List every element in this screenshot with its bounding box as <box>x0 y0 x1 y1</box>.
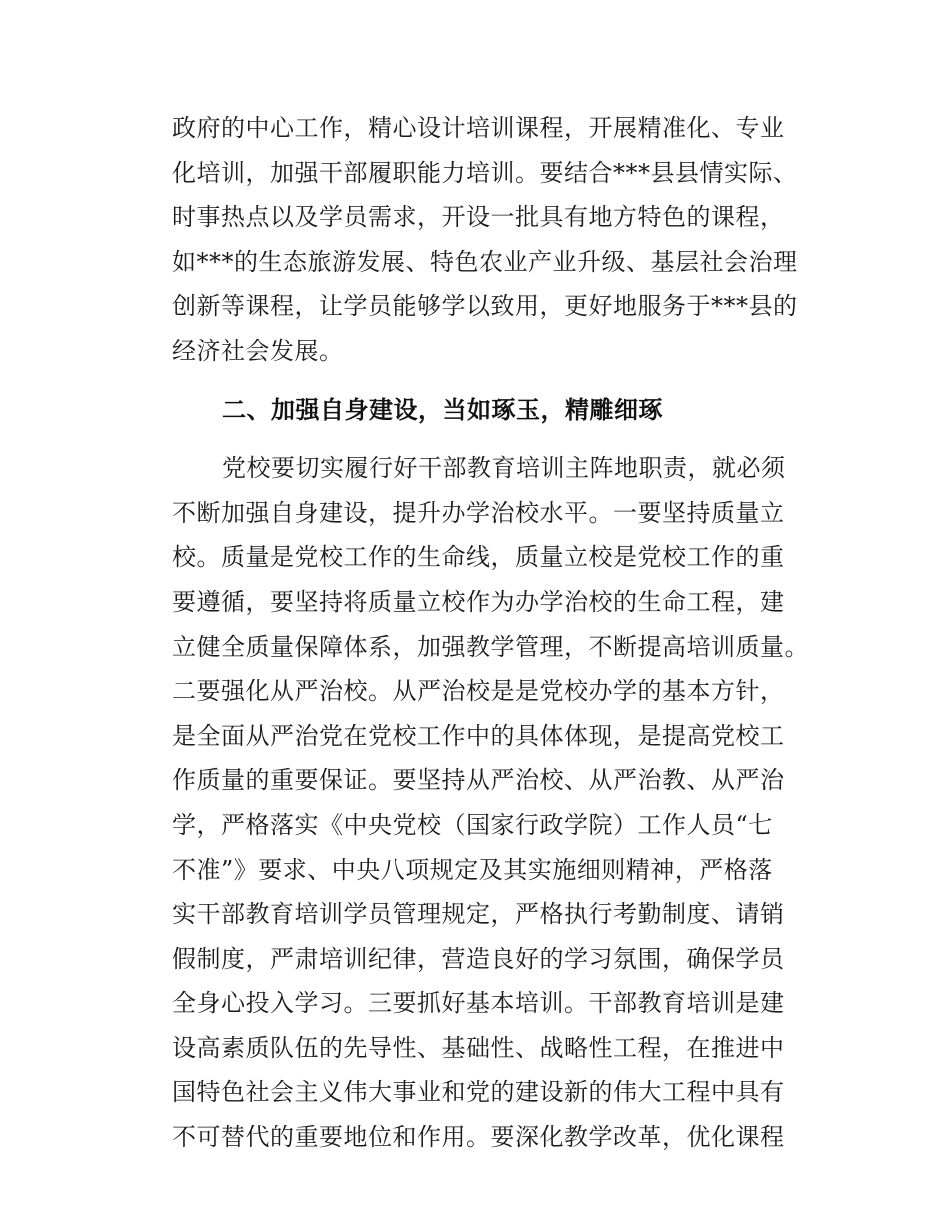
paragraph-line: 经济社会发展。 <box>172 336 344 365</box>
paragraph-line: 假制度，严肃培训纪律，营造良好的学习氛围，确保学员 <box>172 944 785 973</box>
paragraph-line: 实干部教育培训学员管理规定，严格执行考勤制度、请销 <box>172 900 785 929</box>
paragraph-line: 如***的生态旅游发展、特色农业产业升级、基层社会治理 <box>172 247 798 276</box>
paragraph-line: 立健全质量保障体系，加强教学管理，不断提高培训质量。 <box>172 632 809 661</box>
paragraph-line: 学，严格落实《中央党校（国家行政学院）工作人员“七 <box>172 810 773 839</box>
paragraph-line: 创新等课程，让学员能够学以致用，更好地服务于***县的 <box>172 292 798 321</box>
paragraph-line: 不断加强自身建设，提升办学治校水平。一要坚持质量立 <box>172 498 785 527</box>
paragraph-line: 化培训，加强干部履职能力培训。要结合***县县情实际、 <box>172 158 798 187</box>
paragraph-line: 全身心投入学习。三要抓好基本培训。干部教育培训是建 <box>172 989 785 1018</box>
section-heading-wrapper <box>172 388 808 433</box>
paragraph-line: 不准”》要求、中央八项规定及其实施细则精神，严格落 <box>172 855 773 884</box>
paragraph-line: 校。质量是党校工作的生命线，质量立校是党校工作的重 <box>172 543 785 572</box>
paragraph-line: 二要强化从严治校。从严治校是是党校办学的基本方针， <box>172 677 785 706</box>
section-heading: 二、加强自身建设，当如琢玉，精雕细琢 <box>222 395 663 424</box>
paragraph-line: 政府的中心工作，精心设计培训课程，开展精准化、专业 <box>172 114 785 142</box>
paragraph-line: 要遵循，要坚持将质量立校作为办学治校的生命工程，建 <box>172 587 785 616</box>
paragraph-line: 党校要切实履行好干部教育培训主阵地职责，就必须 <box>222 454 786 483</box>
document-body <box>172 106 808 1160</box>
paragraph-line: 不可替代的重要地位和作用。要深化教学改革，优化课程 <box>172 1123 785 1152</box>
paragraph-line: 设高素质队伍的先导性、基础性、战略性工程，在推进中 <box>172 1033 785 1062</box>
paragraph-line: 是全面从严治党在党校工作中的具体体现，是提高党校工 <box>172 721 785 750</box>
paragraph-1 <box>172 106 808 374</box>
paragraph-line: 国特色社会主义伟大事业和党的建设新的伟大工程中具有 <box>172 1078 785 1107</box>
paragraph-line: 作质量的重要保证。要坚持从严治校、从严治教、从严治 <box>172 766 785 795</box>
paragraph-2 <box>172 446 808 1160</box>
paragraph-line: 时事热点以及学员需求，开设一批具有地方特色的课程， <box>172 203 785 232</box>
